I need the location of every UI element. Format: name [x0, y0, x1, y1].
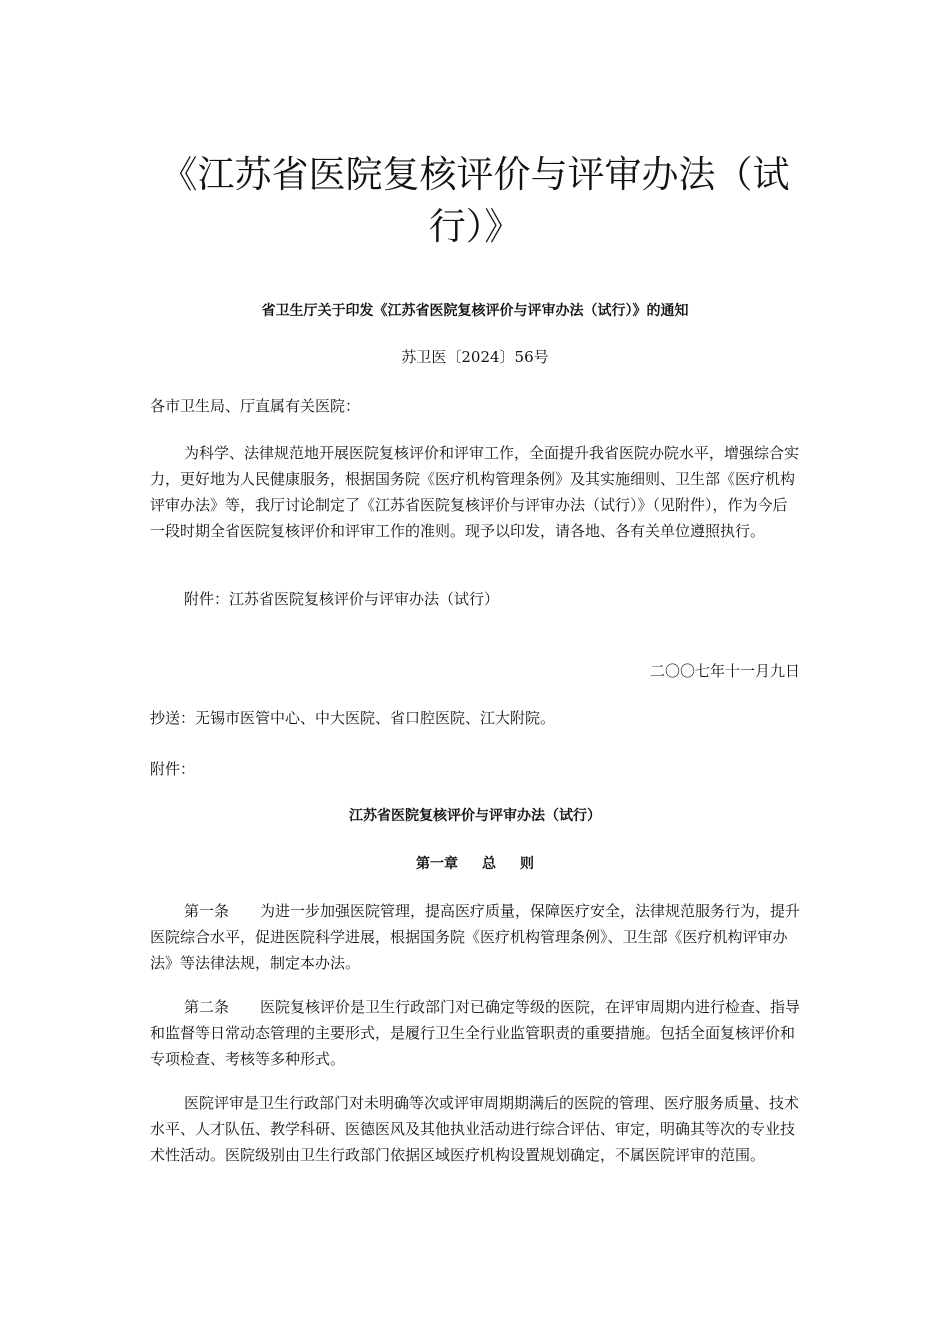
chapter-name-2: 则	[520, 856, 534, 872]
attachment-line: 附件：江苏省医院复核评价与评审办法（试行）	[184, 590, 500, 608]
attachment-title: 江苏省医院复核评价与评审办法（试行）	[349, 808, 601, 824]
chapter-heading	[150, 851, 800, 877]
issue-date: 二〇〇七年十一月九日	[649, 662, 800, 680]
addressee: 各市卫生局、厅直属有关医院：	[150, 397, 361, 415]
article-1	[150, 898, 800, 976]
document-number: 苏卫医〔2024〕56号	[401, 348, 549, 366]
article-number: 第二条	[184, 998, 230, 1016]
attachment-label: 附件：	[150, 760, 196, 778]
article-text: 为进一步加强医院管理，提高医疗质量，保障医疗安全，法律规范服务行为，提升医院综合水平，促进医院科学进展，根据国务院《医疗机构管理条例》、卫生部《医疗机构评审办法》等法律法规，制定本办法。	[150, 902, 801, 972]
article-text: 医院复核评价是卫生行政部门对已确定等级的医院，在评审周期内进行检查、指导和监督等日常动态管理的主要形式，是履行卫生全行业监管职责的重要措施。包括全面复核评价和专项检查、考核等多种形式。	[150, 998, 801, 1068]
article-number: 第一条	[184, 902, 230, 920]
closing-paragraph: 医院评审是卫生行政部门对未明确等次或评审周期期满后的医院的管理、医疗服务质量、技术水平、人才队伍、教学科研、医德医风及其他执业活动进行综合评估、审定，明确其等次的专业技术性活动。医院级别由卫生行政部门依据区域医疗机构设置规划确定，不属医院评审的范围。	[150, 1094, 800, 1164]
article-2	[150, 994, 800, 1072]
chapter-name-1: 总	[482, 856, 496, 872]
chapter-number: 第一章	[416, 856, 458, 872]
notice-title: 省卫生厅关于印发《江苏省医院复核评价与评审办法（试行）》的通知	[261, 303, 689, 319]
body-paragraph: 为科学、法律规范地开展医院复核评价和评审工作，全面提升我省医院办院水平，增强综合实力，更好地为人民健康服务，根据国务院《医疗机构管理条例》及其实施细则、卫生部《医疗机构评审办法》等，我厅讨论制定了《江苏省医院复核评价与评审办法（试行）》（见附件），作为今后一段时期全省医院复核评价和评审工作的准则。现予以印发，请各地、各有关单位遵照执行。	[150, 444, 800, 540]
document-title: 《江苏省医院复核评价与评审办法（试行）》	[160, 152, 790, 248]
cc-line: 抄送：无锡市医管中心、中大医院、省口腔医院、江大附院。	[150, 709, 556, 727]
